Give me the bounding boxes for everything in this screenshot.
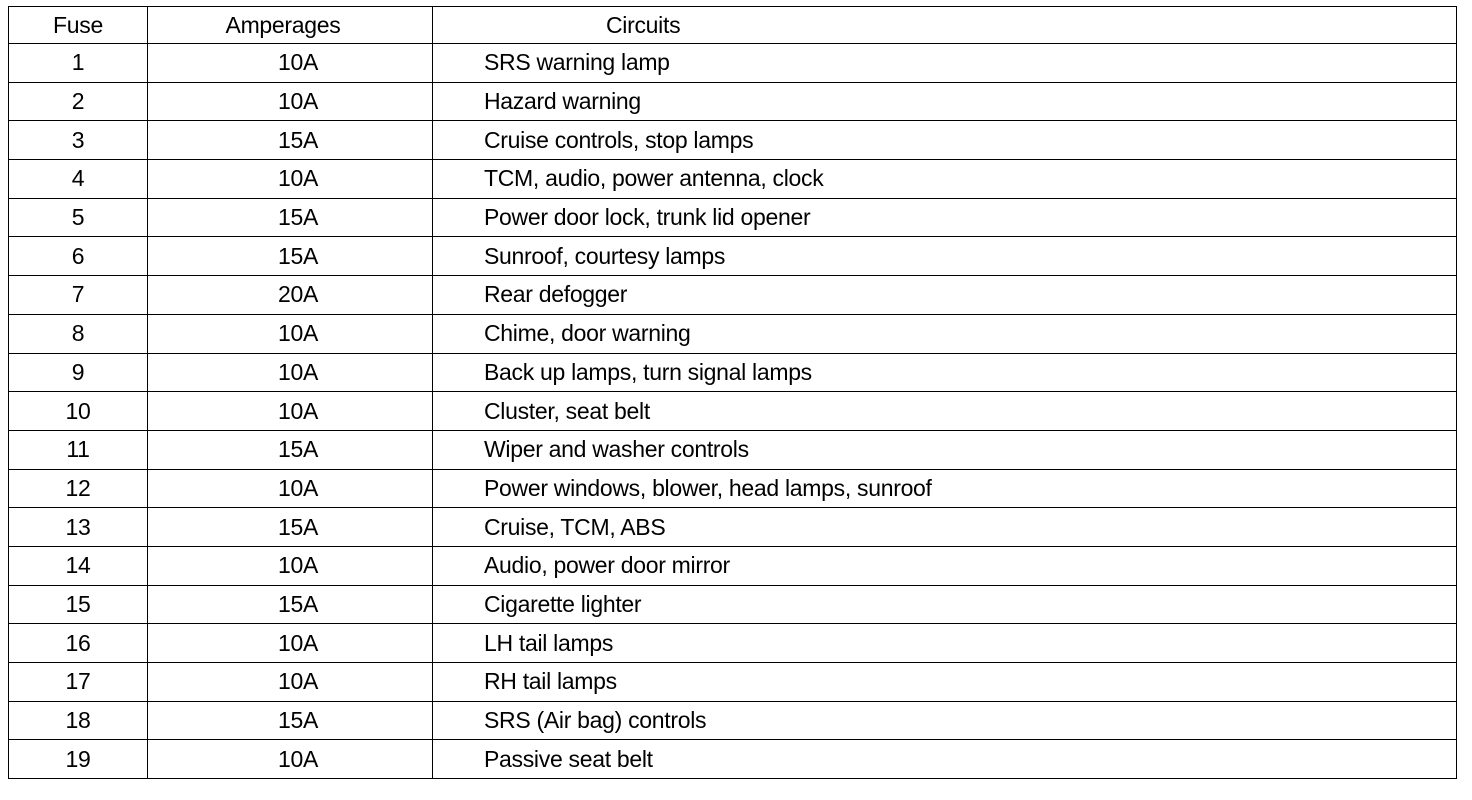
circuit-description: Power windows, blower, head lamps, sunroof: [433, 469, 1457, 508]
amperage-value: 15A: [148, 701, 433, 740]
amperage-value: 10A: [148, 314, 433, 353]
amperage-value: 15A: [148, 585, 433, 624]
amperage-value: 10A: [148, 44, 433, 83]
circuit-description: TCM, audio, power antenna, clock: [433, 160, 1457, 199]
fuse-number: 15: [9, 585, 148, 624]
fuse-number: 12: [9, 469, 148, 508]
circuit-description: Back up lamps, turn signal lamps: [433, 353, 1457, 392]
circuit-description: LH tail lamps: [433, 624, 1457, 663]
table-body: [9, 44, 1457, 779]
circuit-description: Hazard warning: [433, 82, 1457, 121]
table-row: [9, 585, 1457, 624]
circuit-description: Sunroof, courtesy lamps: [433, 237, 1457, 276]
circuit-description: Rear defogger: [433, 276, 1457, 315]
fuse-number: 5: [9, 198, 148, 237]
circuit-description: SRS (Air bag) controls: [433, 701, 1457, 740]
table-row: [9, 430, 1457, 469]
amperage-value: 20A: [148, 276, 433, 315]
header-fuse: Fuse: [9, 7, 148, 44]
table-row: [9, 160, 1457, 199]
circuit-description: Cruise, TCM, ABS: [433, 508, 1457, 547]
amperage-value: 15A: [148, 508, 433, 547]
circuit-description: Wiper and washer controls: [433, 430, 1457, 469]
table-row: [9, 546, 1457, 585]
table-row: [9, 663, 1457, 702]
amperage-value: 10A: [148, 82, 433, 121]
fuse-number: 10: [9, 392, 148, 431]
fuse-number: 6: [9, 237, 148, 276]
table-row: [9, 198, 1457, 237]
table-row: [9, 392, 1457, 431]
table-row: [9, 276, 1457, 315]
fuse-number: 2: [9, 82, 148, 121]
table-row: [9, 624, 1457, 663]
circuit-description: Chime, door warning: [433, 314, 1457, 353]
table-row: [9, 353, 1457, 392]
amperage-value: 10A: [148, 469, 433, 508]
amperage-value: 15A: [148, 237, 433, 276]
table-header: [9, 7, 1457, 44]
fuse-number: 8: [9, 314, 148, 353]
amperage-value: 10A: [148, 663, 433, 702]
table-row: [9, 237, 1457, 276]
table-row: [9, 82, 1457, 121]
amperage-value: 10A: [148, 740, 433, 779]
amperage-value: 10A: [148, 353, 433, 392]
amperage-value: 15A: [148, 121, 433, 160]
table-row: [9, 314, 1457, 353]
circuit-description: SRS warning lamp: [433, 44, 1457, 83]
fuse-number: 18: [9, 701, 148, 740]
circuit-description: Cigarette lighter: [433, 585, 1457, 624]
circuit-description: Passive seat belt: [433, 740, 1457, 779]
amperage-value: 15A: [148, 430, 433, 469]
amperage-value: 10A: [148, 624, 433, 663]
fuse-number: 16: [9, 624, 148, 663]
circuit-description: Power door lock, trunk lid opener: [433, 198, 1457, 237]
fuse-number: 19: [9, 740, 148, 779]
amperage-value: 10A: [148, 160, 433, 199]
amperage-value: 10A: [148, 392, 433, 431]
table-row: [9, 508, 1457, 547]
fuse-number: 17: [9, 663, 148, 702]
table-row: [9, 740, 1457, 779]
fuse-number: 14: [9, 546, 148, 585]
circuit-description: Cruise controls, stop lamps: [433, 121, 1457, 160]
fuse-number: 13: [9, 508, 148, 547]
fuse-number: 11: [9, 430, 148, 469]
table-row: [9, 701, 1457, 740]
circuit-description: Cluster, seat belt: [433, 392, 1457, 431]
table-row: [9, 469, 1457, 508]
amperage-value: 10A: [148, 546, 433, 585]
circuit-description: Audio, power door mirror: [433, 546, 1457, 585]
table-row: [9, 44, 1457, 83]
fuse-number: 1: [9, 44, 148, 83]
header-row: [9, 7, 1457, 44]
table-row: [9, 121, 1457, 160]
fuse-number: 3: [9, 121, 148, 160]
fuse-table: [8, 6, 1457, 779]
amperage-value: 15A: [148, 198, 433, 237]
header-circuits: Circuits: [433, 7, 1457, 44]
circuit-description: RH tail lamps: [433, 663, 1457, 702]
fuse-number: 9: [9, 353, 148, 392]
fuse-number: 4: [9, 160, 148, 199]
fuse-number: 7: [9, 276, 148, 315]
header-amperages: Amperages: [148, 7, 433, 44]
